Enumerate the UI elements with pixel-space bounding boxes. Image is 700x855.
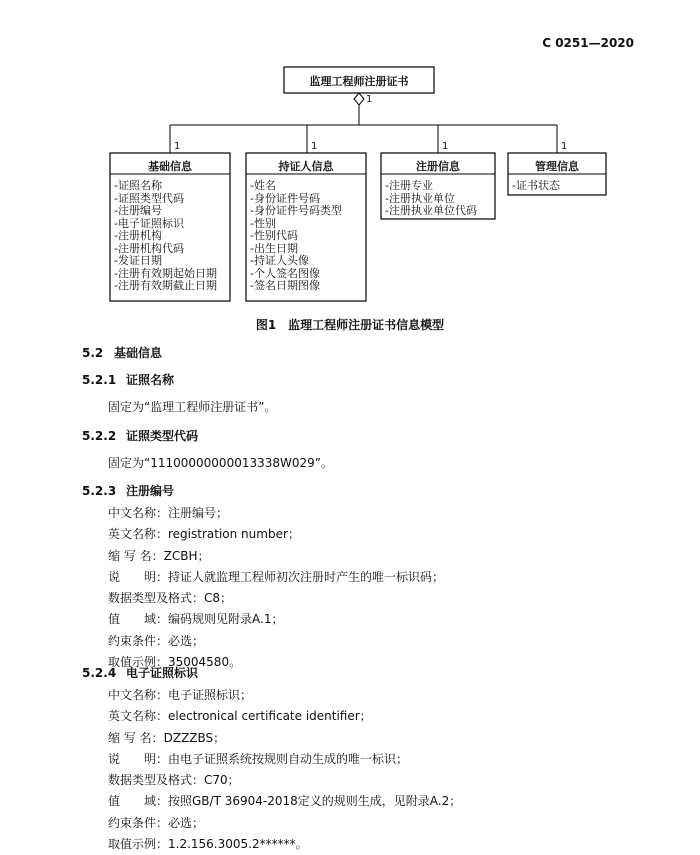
field-line: 缩 写 名：ZCBH； xyxy=(108,548,210,563)
attribute: -注册编号 xyxy=(114,204,162,217)
field-line: 缩 写 名：DZZZBS； xyxy=(108,730,226,745)
document-code: C 0251—2020 xyxy=(542,36,634,50)
class-1-attributes xyxy=(114,180,217,293)
section-number: 5.2 xyxy=(82,346,104,360)
attribute: -注册专业 xyxy=(385,179,433,192)
section-5-2-2-text: 固定为“11100000000013338W029”。 xyxy=(108,456,333,470)
field-line: 数据类型及格式：C8； xyxy=(108,591,233,606)
class-3-attributes xyxy=(385,180,477,218)
class-diagram-lines xyxy=(0,0,700,310)
field-line: 取值示例：1.2.156.3005.2******。 xyxy=(108,837,308,852)
section-number: 5.2.3 xyxy=(82,484,117,498)
attribute: -证照名称 xyxy=(114,179,162,192)
attribute: -性别 xyxy=(250,216,276,230)
section-title: 电子证照标识 xyxy=(126,666,199,680)
field-line: 约束条件：必选； xyxy=(108,633,205,648)
attribute: -注册有效期截止日期 xyxy=(114,279,217,292)
field-line: 说 明：由电子证照系统按规则自动生成的唯一标识； xyxy=(108,751,409,766)
field-line: 中文名称：注册编号； xyxy=(108,506,229,520)
attribute: -出生日期 xyxy=(250,241,298,255)
class-3-title: 注册信息 xyxy=(416,160,460,173)
field-line: 值 域：编码规则见附录A.1； xyxy=(108,612,284,627)
section-5-2-1-text: 固定为“监理工程师注册证书”。 xyxy=(108,400,277,414)
class-2-title: 持证人信息 xyxy=(278,160,334,173)
section-title: 注册编号 xyxy=(126,484,175,498)
attribute: -性别代码 xyxy=(250,229,298,242)
section-number: 5.2.1 xyxy=(82,373,117,387)
field-line: 约束条件：必选； xyxy=(108,815,205,830)
attribute: -注册机构代码 xyxy=(114,241,184,255)
section-heading-5-2-4 xyxy=(82,664,198,681)
class-1-title: 基础信息 xyxy=(148,160,192,173)
field-line: 数据类型及格式：C70； xyxy=(108,773,240,788)
attribute: -注册机构 xyxy=(114,229,162,242)
class-4-attributes xyxy=(512,180,560,193)
section-title: 基础信息 xyxy=(114,346,163,360)
field-line: 说 明：持证人就监理工程师初次注册时产生的唯一标识码； xyxy=(108,569,445,584)
attribute: -发证日期 xyxy=(114,254,162,267)
attribute: -证书状态 xyxy=(512,179,560,192)
figure-caption: 图1 监理工程师注册证书信息模型 xyxy=(255,318,445,332)
section-heading-5-2-3 xyxy=(82,482,174,499)
section-number: 5.2.4 xyxy=(82,666,117,680)
field-line: 值 域：按照GB/T 36904-2018定义的规则生成，见附录A.2； xyxy=(108,794,462,809)
section-number: 5.2.2 xyxy=(82,429,117,443)
section-5-2-4-fields xyxy=(108,685,461,855)
class-4-title: 管理信息 xyxy=(535,160,579,173)
section-heading-5-2-2 xyxy=(82,427,198,444)
attribute: -电子证照标识 xyxy=(114,216,184,230)
field-line: 英文名称：registration number； xyxy=(108,527,300,542)
field-line: 取值示例：35004580。 xyxy=(108,655,242,670)
section-title: 证照类型代码 xyxy=(126,429,199,443)
root-class-title: 监理工程师注册证书 xyxy=(309,75,409,88)
section-5-2-3-fields xyxy=(108,503,444,673)
class-2-attributes xyxy=(250,180,342,293)
attribute: -身份证件号码 xyxy=(250,191,320,205)
class-4-multiplicity: 1 xyxy=(561,141,568,152)
attribute: -姓名 xyxy=(250,179,276,192)
attribute: -注册执业单位 xyxy=(385,191,455,205)
attribute: -个人签名图像 xyxy=(250,266,320,280)
section-heading-5-2 xyxy=(82,344,162,361)
class-3-multiplicity: 1 xyxy=(442,141,449,152)
root-multiplicity: 1 xyxy=(366,94,373,105)
field-line: 中文名称：电子证照标识； xyxy=(108,688,253,702)
field-line: 英文名称：electronical certificate identifier； xyxy=(108,709,372,724)
attribute: -签名日期图像 xyxy=(250,279,320,292)
attribute: -持证人头像 xyxy=(250,254,309,267)
section-heading-5-2-1 xyxy=(82,371,174,388)
attribute: -身份证件号码类型 xyxy=(250,204,342,217)
attribute: -注册执业单位代码 xyxy=(385,204,477,217)
aggregation-diamond xyxy=(354,93,364,105)
attribute: -注册有效期起始日期 xyxy=(114,266,217,280)
class-2-multiplicity: 1 xyxy=(311,141,318,152)
attribute: -证照类型代码 xyxy=(114,191,184,205)
section-title: 证照名称 xyxy=(126,373,175,387)
class-1-multiplicity: 1 xyxy=(174,141,181,152)
